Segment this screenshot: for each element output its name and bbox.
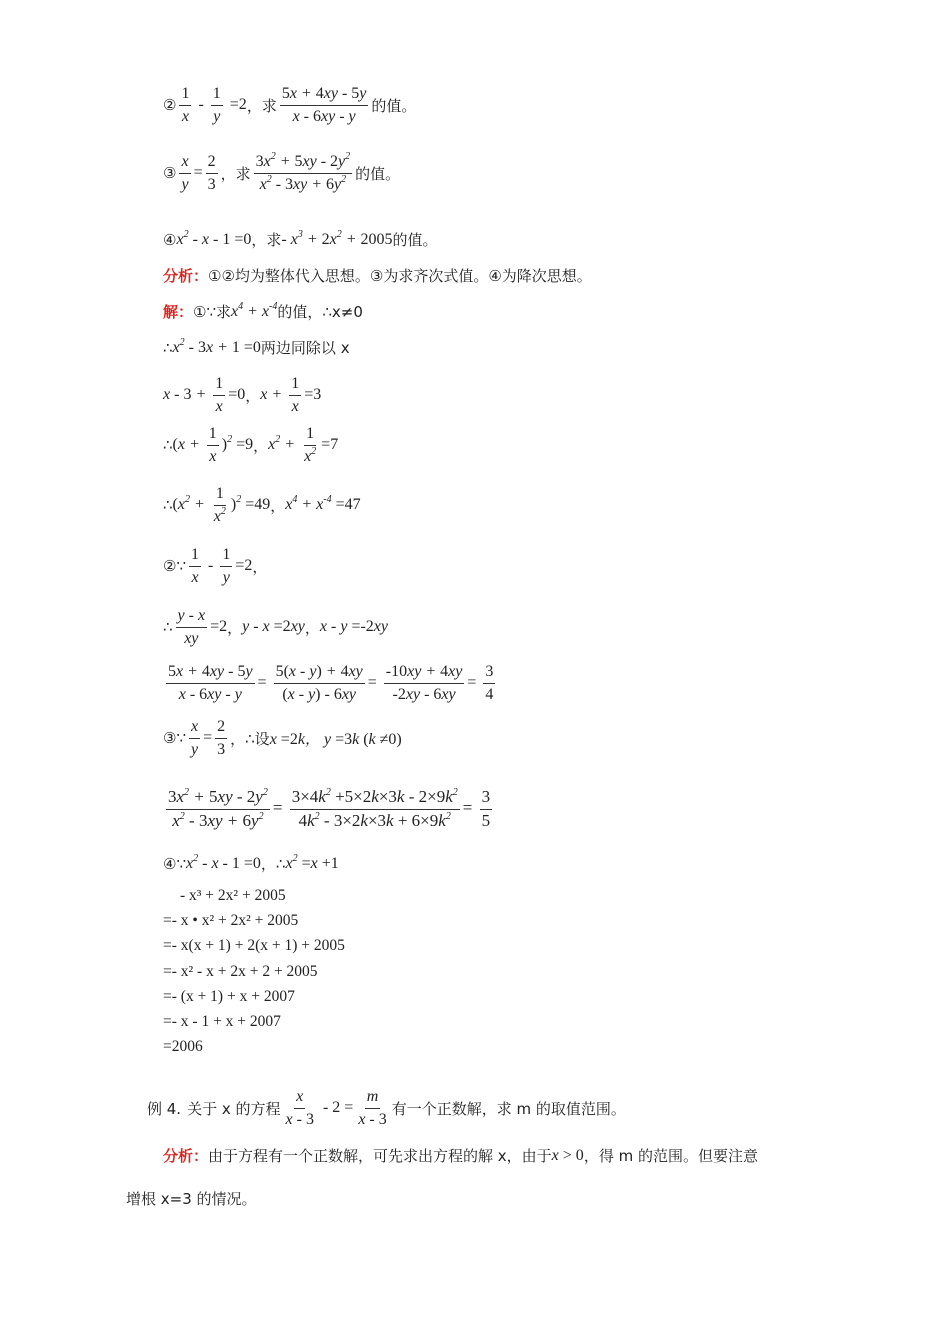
sol1-step3: x - 3 + $\frac{1}{x}$ =0 [163, 375, 246, 415]
solution-line-2 [163, 337, 350, 358]
comma-5: ， [227, 618, 243, 637]
question-2 [163, 85, 416, 125]
solution-line-3 [163, 375, 321, 415]
comma-1: ， [245, 386, 261, 405]
analysis2-b: ，得 m 的范围。但要注意 [583, 1147, 758, 1165]
sol4-step-4: =- (x + 1) + x + 2007 [163, 988, 295, 1005]
comma-4: ， [252, 557, 268, 576]
ex4-a: 关于 x 的方程 [187, 1099, 281, 1118]
example-4 [147, 1088, 626, 1128]
solution-line-9 [163, 718, 402, 758]
therefore-symbol-4: ∴ [163, 618, 173, 637]
solution-line-1 [163, 301, 363, 322]
sol4-derived: $x^2 =x +1$ [285, 852, 339, 872]
sol2-chain: $\frac{5x + 4xy - 5y}{x - 6xy - y}$ = $\frac{5(x - y) + 4xy}{(x - y) - 6xy}$ = $\frac{-10xy + 4xy}{-2xy - 6xy}$ = $\frac{3}{4}$ [168, 663, 494, 703]
solution-line-6 [163, 546, 267, 586]
sol4-condition: $x^2 - x - 1 =0$ [186, 852, 261, 872]
sol4-step-3: =- x² - x + 2x + 2 + 2005 [163, 963, 318, 980]
q2-condition: $\frac{1}{x}$ - $\frac{1}{y}$ =2 [181, 85, 247, 125]
q2-mark-sol: ② [163, 557, 177, 576]
analysis2-condition: x > 0 [551, 1146, 584, 1164]
q4-ask: ，求 [251, 231, 282, 249]
q3-mark-sol: ③ [163, 729, 177, 748]
analysis-line [163, 265, 592, 286]
q4-mark: ④ [163, 230, 177, 249]
comma-2: ， [253, 436, 269, 455]
sol1-b: 的值，∴x≠0 [277, 303, 363, 321]
sol1-line2-tail: 两边同除以 x [260, 339, 350, 357]
sol1-equation: $x^2 - 3x + 1 =0$ [172, 336, 261, 356]
sol4-step-0: - x³ + 2x² + 2005 [180, 887, 286, 904]
sol1-step4b: $x^2$ + $\frac{1}{x^2}$ =7 [268, 425, 339, 465]
sol2-condition: $\frac{1}{x}$ - $\frac{1}{y}$ =2 [191, 546, 253, 586]
sol1-step5: ($x^2$ + $\frac{1}{x^2}$ )$^2$ =49 [172, 485, 271, 525]
sol4-step-6: =2006 [163, 1038, 203, 1055]
sol3-condition: $\frac{x}{y}$ = $\frac{2}{3}$ [191, 718, 226, 758]
q2-mark: ② [163, 96, 177, 115]
sol4-step-1: =- x • x² + 2x² + 2005 [163, 912, 299, 929]
q3-tail: 的值。 [355, 164, 401, 183]
sol2-step1: $\frac{y - x}{xy}$ =2 [177, 607, 228, 647]
analysis2-c: 增根 x=3 的情况。 [126, 1190, 257, 1208]
q4-tail: 的值。 [392, 231, 438, 249]
sol1-result: $x^4 + x^{-4} =47$ [285, 494, 361, 514]
because-symbol-2: ∵ [176, 729, 186, 748]
because-symbol: ∵ [176, 557, 186, 576]
q3-ask: ，求 [220, 164, 251, 183]
question-3 [163, 153, 400, 193]
analysis2-a: 由于方程有一个正数解，可先求出方程的解 x，由于 [208, 1147, 552, 1165]
q2-expression: $\frac{5x + 4xy - 5y}{x - 6xy - y}$ [281, 85, 367, 125]
analysis-2 [163, 1145, 758, 1166]
q4-mark-sol: ④ [163, 854, 177, 873]
solution-line-8 [163, 663, 498, 703]
solution-line-10 [163, 788, 495, 830]
solution-line-5 [163, 485, 361, 525]
analysis-2-cont [126, 1188, 257, 1209]
q3-condition: $\frac{x}{y}$ = $\frac{2}{3}$ [181, 153, 216, 193]
ex4-equation: $\frac{x}{x - 3}$ - 2 = $\frac{m}{x - 3}$ [285, 1088, 387, 1128]
sol1-step3b: x + $\frac{1}{x}$ =3 [260, 375, 322, 415]
solution-line-7 [163, 607, 388, 647]
analysis-text: ①②均为整体代入思想。③为求齐次式值。④为降次思想。 [208, 267, 592, 285]
solution-line-4 [163, 425, 338, 465]
solution-line-11 [163, 853, 339, 874]
comma-7: ， [260, 855, 276, 873]
sol3-chain: $\frac{3x^2 + 5xy - 2y^2}{x^2 - 3xy + 6y^2}$ = $\frac{3\times 4k^2 +5\times 2k\times 3k - 2\times 9k^2}{4k^2 - 3\times 2k\times 3k + 6\times 9k^2}$ = $\frac{3}{5}$ [168, 787, 491, 830]
question-4 [163, 229, 438, 250]
analysis-label: 分析： [163, 267, 209, 285]
therefore-symbol-2: ∴ [163, 436, 173, 455]
therefore-symbol-5: ∴ [275, 854, 286, 873]
therefore-symbol: ∴ [163, 338, 173, 357]
q3-mark: ③ [163, 164, 177, 183]
sol1-expr: $x^4 + x^{-4}$ [231, 300, 278, 320]
sol4-step-5: =- x - 1 + x + 2007 [163, 1013, 281, 1030]
ex4-b: 有一个正数解，求 m 的取值范围。 [391, 1099, 626, 1118]
because-symbol-3: ∵ [176, 854, 186, 873]
sol3-set: ，∴设 [230, 729, 270, 748]
sol4-step-2: =- x(x + 1) + 2(x + 1) + 2005 [163, 937, 345, 954]
solution-label: 解： [163, 303, 194, 321]
q4-expression: - $x^3 + 2x^2 + 2005$ [281, 228, 393, 248]
sol3-substitution: x =2k， y =3k (k ≠0) [269, 729, 402, 748]
sol2-step3: x - y =-2xy [319, 618, 388, 636]
analysis2-label: 分析： [163, 1147, 209, 1165]
sol1-step4: (x + $\frac{1}{x}$ )$^2$ =9 [172, 425, 254, 465]
sol2-step2: y - x =2xy [242, 618, 305, 636]
q2-ask: ，求 [246, 96, 277, 115]
comma-3: ， [270, 496, 286, 515]
therefore-symbol-3: ∴ [163, 496, 173, 515]
ex4-label: 例 4. [147, 1099, 182, 1118]
q3-expression: $\frac{3x^2 + 5xy - 2y^2}{x^2 - 3xy + 6y^2}$ [255, 151, 351, 193]
q2-tail: 的值。 [371, 96, 417, 115]
comma-6: ， [304, 618, 320, 637]
sol1-a: ①∵求 [193, 303, 232, 321]
q4-condition: $x^2 - x - 1 =0$ [176, 228, 252, 248]
